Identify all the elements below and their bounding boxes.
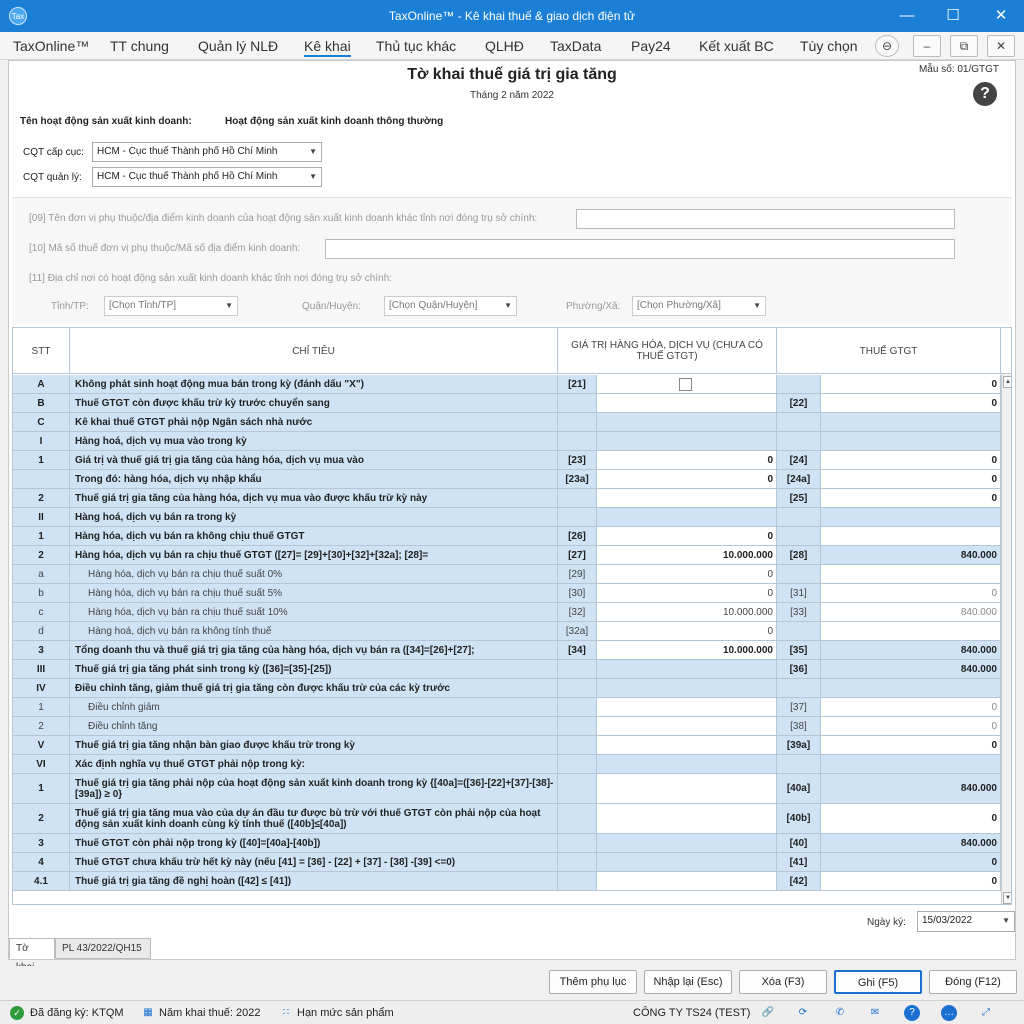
cqt-quan-ly-value: HCM - Cục thuế Thành phố Hồ Chí Minh (97, 171, 278, 182)
row-stt: 2 (13, 717, 70, 735)
table-row (13, 755, 1001, 774)
code-cell (777, 432, 821, 450)
value-input[interactable]: 0 (597, 584, 777, 602)
sign-date-value: 15/03/2022 (922, 915, 973, 926)
menu-tuy-chon[interactable]: Tùy chọn (800, 38, 858, 54)
value-code: [30] (558, 584, 597, 602)
value-input[interactable] (597, 717, 777, 735)
tax-code: [40] (777, 834, 821, 852)
mail-icon[interactable]: ✉ (870, 1007, 880, 1018)
code-cell (558, 508, 597, 526)
row-label: Hàng hóa, dịch vụ bán ra chịu thuế suất 10% (70, 603, 558, 621)
table-row (13, 774, 1001, 804)
form-code: Mẫu số: 01/GTGT (918, 64, 999, 75)
tax-input[interactable]: 0 (821, 394, 1001, 412)
declaration-table (12, 327, 1012, 905)
refresh-link-icon[interactable]: ⟳ (798, 1007, 808, 1018)
tax-input[interactable]: 0 (821, 698, 1001, 716)
link-icon[interactable]: 🔗 (761, 1007, 775, 1018)
child-minimize-icon[interactable]: – (913, 35, 941, 57)
table-row (13, 432, 1001, 451)
tab-pl-43[interactable]: PL 43/2022/QH15 (55, 938, 151, 959)
tax-code (777, 565, 821, 583)
value-input (597, 834, 777, 852)
tax-year-status: Năm khai thuế: 2022 (159, 1007, 261, 1019)
row-stt: III (13, 660, 70, 678)
tax-code: [40b] (777, 804, 821, 833)
value-code (558, 774, 597, 803)
row-stt: 1 (13, 527, 70, 545)
row-label: Điều chỉnh tăng, giảm thuế giá trị gia tăng còn được khấu trừ của các kỳ trước (70, 679, 558, 697)
action-bar (0, 966, 1024, 1000)
value-code: [21] (558, 375, 597, 393)
value-input[interactable]: 0 (597, 451, 777, 469)
table-row (13, 603, 1001, 622)
table-row (13, 834, 1001, 853)
menu-pay24[interactable]: Pay24 (631, 38, 671, 54)
row-label: Giá trị và thuế giá trị gia tăng của hàng hóa, dịch vụ mua vào (70, 451, 558, 469)
value-code: [26] (558, 527, 597, 545)
tax-input[interactable] (821, 622, 1001, 640)
value-input[interactable]: 0 (597, 527, 777, 545)
row-label: Hàng hoá, dịch vụ bán ra trong kỳ (70, 508, 558, 526)
menu-taxdata[interactable]: TaxData (550, 38, 602, 54)
row-label: Trong đó: hàng hóa, dịch vụ nhập khẩu (70, 470, 558, 488)
menu-taxonline[interactable]: TaxOnline™ (13, 38, 90, 54)
value-input[interactable]: 0 (597, 565, 777, 583)
value-input[interactable] (597, 736, 777, 754)
menu-ke-khai[interactable]: Kê khai (304, 38, 351, 57)
chat-icon[interactable]: … (941, 1005, 957, 1021)
row-stt: 1 (13, 451, 70, 469)
row-label: Thuế giá trị gia tăng của hàng hóa, dịch vụ mua vào được khấu trừ kỳ này (70, 489, 558, 507)
cqt-cap-cuc-select[interactable] (92, 142, 322, 162)
table-row (13, 546, 1001, 565)
company-name: CÔNG TY TS24 (TEST) (633, 1007, 751, 1019)
value-cell (597, 508, 777, 526)
row-stt: 2 (13, 546, 70, 564)
row-label: Điều chỉnh tăng (70, 717, 558, 735)
tax-input[interactable]: 0 (821, 872, 1001, 890)
code-cell (777, 679, 821, 697)
tax-input: 840.000 (821, 660, 1001, 678)
value-cell (597, 413, 777, 431)
tax-code (777, 622, 821, 640)
row-label: Điều chỉnh giảm (70, 698, 558, 716)
tax-input[interactable]: 0 (821, 470, 1001, 488)
row-stt: c (13, 603, 70, 621)
grid-icon: ∷ (282, 1007, 290, 1018)
delete-button[interactable]: Xóa (F3) (739, 970, 827, 994)
chevron-down-icon: ▼ (225, 301, 233, 310)
tax-code: [38] (777, 717, 821, 735)
field-10-label: [10] Mã số thuế đơn vị phụ thuộc/Mã số địa điểm kinh doanh: (29, 243, 301, 254)
province-value: [Chọn Tỉnh/TP] (109, 300, 177, 311)
table-scrollbar[interactable] (1001, 374, 1012, 905)
tax-input[interactable] (821, 527, 1001, 545)
value-input[interactable]: 10.000.000 (597, 546, 777, 564)
value-input (597, 660, 777, 678)
value-code (558, 834, 597, 852)
value-input[interactable] (597, 804, 777, 833)
menu-qlhd[interactable]: QLHĐ (485, 38, 524, 54)
table-row (13, 679, 1001, 698)
tax-code: [22] (777, 394, 821, 412)
row-label: Hàng hóa, dịch vụ bán ra chịu thuế suất 5% (70, 584, 558, 602)
row-stt: 2 (13, 804, 70, 833)
row-stt: C (13, 413, 70, 431)
tax-input[interactable] (821, 565, 1001, 583)
tax-code: [25] (777, 489, 821, 507)
row-label: Xác định nghĩa vụ thuế GTGT phải nộp trong kỳ: (70, 755, 558, 773)
row-label: Hàng hóa, dịch vụ bán ra chịu thuế suất 0% (70, 565, 558, 583)
ward-select[interactable] (632, 296, 766, 316)
child-restore-icon[interactable]: ⧉ (950, 35, 978, 57)
table-row (13, 853, 1001, 872)
table-row (13, 641, 1001, 660)
minimize-icon[interactable]: — (899, 7, 915, 24)
chevron-down-icon: ▼ (753, 301, 761, 310)
sign-date-picker[interactable] (917, 911, 1015, 932)
phone-icon[interactable]: ✆ (835, 1007, 845, 1018)
tax-input[interactable]: 0 (821, 489, 1001, 507)
tax-input: 840.000 (821, 641, 1001, 659)
value-input (597, 853, 777, 871)
menu-ket-xuat-bc[interactable]: Kết xuất BC (699, 38, 774, 54)
table-row (13, 527, 1001, 546)
menu-bar (0, 32, 1024, 60)
tax-input[interactable]: 0 (821, 717, 1001, 735)
help-circle-icon[interactable]: ? (904, 1005, 920, 1021)
row-stt: VI (13, 755, 70, 773)
row-label: Hàng hóa, dịch vụ bán ra không chịu thuế GTGT (70, 527, 558, 545)
maximize-icon[interactable]: ☐ (946, 7, 960, 24)
tax-cell (821, 755, 1001, 773)
cqt-quan-ly-select[interactable] (92, 167, 322, 187)
row-stt: b (13, 584, 70, 602)
tax-input: 840.000 (821, 546, 1001, 564)
table-row (13, 375, 1001, 394)
row-stt: 1 (13, 698, 70, 716)
code-cell (777, 755, 821, 773)
row-stt: 2 (13, 489, 70, 507)
value-cell (597, 679, 777, 697)
row-label: Thuế giá trị gia tăng nhận bàn giao được khấu trừ trong kỳ (70, 736, 558, 754)
row-label: Thuế GTGT còn được khấu trừ kỳ trước chuyển sang (70, 394, 558, 412)
row-stt: 4.1 (13, 872, 70, 890)
tax-input[interactable]: 0 (821, 804, 1001, 833)
value-cell (597, 755, 777, 773)
value-input[interactable]: 0 (597, 622, 777, 640)
tax-code: [41] (777, 853, 821, 871)
value-code: [32a] (558, 622, 597, 640)
value-code (558, 394, 597, 412)
value-code (558, 736, 597, 754)
code-cell (558, 432, 597, 450)
row-label: Hàng hoá, dịch vụ mua vào trong kỳ (70, 432, 558, 450)
chevron-down-icon: ▼ (309, 172, 317, 181)
value-code: [34] (558, 641, 597, 659)
row-label: Hàng hóa, dịch vụ bán ra chịu thuế GTGT ([27]= [29]+[30]+[32]+[32a]; [28]= (70, 546, 558, 564)
tax-code: [37] (777, 698, 821, 716)
row-stt: a (13, 565, 70, 583)
reset-button[interactable]: Nhập lại (Esc) (644, 970, 732, 994)
header-thue: THUẾ GTGT (777, 328, 1001, 374)
value-code (558, 853, 597, 871)
collapse-icon[interactable]: ⊖ (875, 35, 899, 57)
status-bar (0, 1000, 1024, 1024)
window-title: TaxOnline™ - Kê khai thuế & giao dịch điện tử (388, 9, 636, 23)
value-input[interactable] (597, 489, 777, 507)
form-title: Tờ khai thuế giá trị gia tăng (407, 66, 617, 83)
cqt-cap-cuc-label: CQT cấp cục: (23, 147, 84, 158)
table-row (13, 470, 1001, 489)
row-label: Tổng doanh thu và thuế giá trị gia tăng của hàng hóa, dịch vụ bán ra ([34]=[26]+[27]; (70, 641, 558, 659)
value-input[interactable] (597, 394, 777, 412)
value-input[interactable]: 0 (597, 470, 777, 488)
row-label: Hàng hoá, dịch vụ bán ra không tính thuế (70, 622, 558, 640)
field-10-input[interactable] (325, 239, 955, 259)
header-chi-tieu: CHỈ TIÊU (70, 328, 558, 374)
tax-input: 0 (821, 853, 1001, 871)
tax-code: [31] (777, 584, 821, 602)
check-icon: ✓ (10, 1006, 24, 1020)
code-cell (558, 413, 597, 431)
menu-thu-tuc-khac[interactable]: Thủ tục khác (376, 38, 457, 54)
menu-tt-chung[interactable]: TT chung (110, 38, 169, 54)
field-09-label: [09] Tên đơn vị phụ thuộc/địa điểm kinh doanh của hoạt động sản xuất kinh doanh khác tỉnh nơi đóng trụ sở chính: (29, 213, 538, 224)
tax-code: [24a] (777, 470, 821, 488)
cqt-quan-ly-label: CQT quản lý: (23, 172, 82, 183)
tax-code (777, 375, 821, 393)
product-limit-status[interactable]: Hạn mức sản phẩm (297, 1007, 394, 1019)
row-label: Thuế giá trị gia tăng đề nghị hoàn ([42] ≤ [41]) (70, 872, 558, 890)
code-cell (558, 755, 597, 773)
value-code (558, 717, 597, 735)
value-code (558, 872, 597, 890)
row-stt: V (13, 736, 70, 754)
row-stt: 3 (13, 641, 70, 659)
help-icon[interactable]: ? (973, 82, 997, 106)
no-activity-checkbox-cell[interactable] (597, 375, 777, 393)
tax-code: [36] (777, 660, 821, 678)
tax-input[interactable]: 0 (821, 736, 1001, 754)
table-row (13, 736, 1001, 755)
district-select[interactable] (384, 296, 517, 316)
field-09-input[interactable] (576, 209, 955, 229)
tax-code (777, 527, 821, 545)
row-stt (13, 470, 70, 488)
chevron-down-icon: ▼ (504, 301, 512, 310)
row-label: Thuế GTGT còn phải nộp trong kỳ ([40]=[40a]-[40b]) (70, 834, 558, 852)
header-stt: STT (13, 328, 70, 374)
fullscreen-icon[interactable]: ⤢ (982, 1007, 990, 1018)
code-cell (558, 679, 597, 697)
tax-code: [40a] (777, 774, 821, 803)
tax-input[interactable]: 0 (821, 584, 1001, 602)
row-stt: 3 (13, 834, 70, 852)
add-appendix-button[interactable]: Thêm phụ lục (549, 970, 637, 994)
value-code: [23] (558, 451, 597, 469)
registered-status: Đã đăng ký: KTQM (30, 1007, 124, 1019)
value-code: [23a] (558, 470, 597, 488)
close-button[interactable]: Đóng (F12) (929, 970, 1017, 994)
header-gia-tri: GIÁ TRỊ HÀNG HÓA, DỊCH VỤ (CHƯA CÓ THUẾ GTGT) (558, 328, 777, 374)
table-row (13, 660, 1001, 679)
table-row (13, 413, 1001, 432)
value-code (558, 698, 597, 716)
value-input[interactable] (597, 698, 777, 716)
code-cell (777, 508, 821, 526)
row-stt: II (13, 508, 70, 526)
field-11-label: [11] Địa chỉ nơi có hoạt động sản xuất kinh doanh khác tỉnh nơi đóng trụ sở chính: (29, 273, 393, 284)
row-label: Thuế giá trị gia tăng mua vào của dự án đầu tư được bù trừ với thuế GTGT còn phải nộp của hoạt động sản xuất kinh doanh cùng kỳ tính thuế ([40b]≤[40a]) (70, 804, 558, 833)
tax-input[interactable]: 0 (821, 451, 1001, 469)
title-bar (0, 0, 1024, 32)
row-stt: d (13, 622, 70, 640)
row-stt: 1 (13, 774, 70, 803)
tax-input[interactable]: 840.000 (821, 603, 1001, 621)
district-label: Quận/Huyện: (302, 301, 361, 312)
row-label: Kê khai thuế GTGT phải nộp Ngân sách nhà nước (70, 413, 558, 431)
tax-code: [33] (777, 603, 821, 621)
row-stt: 4 (13, 853, 70, 871)
ward-value: [Chọn Phường/Xã] (637, 300, 721, 311)
tax-cell (821, 413, 1001, 431)
value-code: [32] (558, 603, 597, 621)
sign-date-label: Ngày ký: (867, 917, 906, 928)
tax-cell (821, 508, 1001, 526)
value-code (558, 489, 597, 507)
district-value: [Chọn Quận/Huyện] (389, 300, 478, 311)
declaration-form (8, 60, 1016, 960)
no-activity-checkbox[interactable] (679, 378, 692, 391)
code-cell (777, 413, 821, 431)
row-label: Thuế giá trị gia tăng phải nộp của hoạt động sản xuất kinh doanh trong kỳ {[40a]=([36]-[22]+[37]-[38]-[39a]) ≥ 0} (70, 774, 558, 803)
tax-code: [28] (777, 546, 821, 564)
tax-cell (821, 432, 1001, 450)
tax-code: [24] (777, 451, 821, 469)
tax-code: [42] (777, 872, 821, 890)
tax-input: 840.000 (821, 774, 1001, 803)
value-code: [29] (558, 565, 597, 583)
form-tabs (8, 938, 1016, 960)
value-cell (597, 432, 777, 450)
tax-input[interactable]: 0 (821, 375, 1001, 393)
scroll-down-icon[interactable]: ▼ (1003, 892, 1012, 904)
table-row (13, 489, 1001, 508)
table-row (13, 698, 1001, 717)
table-row (13, 565, 1001, 584)
province-select[interactable] (104, 296, 238, 316)
activity-label: Tên hoạt động sản xuất kinh doanh: (20, 116, 192, 127)
cqt-cap-cuc-value: HCM - Cục thuế Thành phố Hồ Chí Minh (97, 146, 278, 157)
app-logo-icon: Tax (9, 7, 27, 25)
value-input[interactable]: 10.000.000 (597, 603, 777, 621)
province-label: Tỉnh/TP: (51, 301, 89, 312)
menu-quan-ly-nld[interactable]: Quản lý NLĐ (198, 38, 279, 54)
save-button[interactable]: Ghi (F5) (834, 970, 922, 994)
row-stt: I (13, 432, 70, 450)
value-code (558, 804, 597, 833)
row-label: Không phát sinh hoạt động mua bán trong kỳ (đánh dấu "X") (70, 375, 558, 393)
value-input[interactable] (597, 872, 777, 890)
calendar-icon: ▦ (143, 1007, 153, 1018)
value-code: [27] (558, 546, 597, 564)
table-row (13, 451, 1001, 470)
row-stt: B (13, 394, 70, 412)
table-row (13, 394, 1001, 413)
table-row (13, 622, 1001, 641)
chevron-down-icon: ▼ (1002, 916, 1010, 925)
tab-to-khai[interactable]: Tờ (9, 938, 55, 959)
value-code (558, 660, 597, 678)
table-header (13, 328, 1012, 374)
table-row (13, 508, 1001, 527)
value-input[interactable] (597, 774, 777, 803)
activity-value: Hoạt động sản xuất kinh doanh thông thường (225, 116, 444, 127)
tax-code: [35] (777, 641, 821, 659)
table-row (13, 717, 1001, 736)
close-icon[interactable]: ✕ (994, 7, 1008, 24)
table-row (13, 804, 1001, 834)
chevron-down-icon: ▼ (309, 147, 317, 156)
tax-input: 840.000 (821, 834, 1001, 852)
scroll-up-icon[interactable]: ▲ (1003, 376, 1012, 388)
value-input[interactable]: 10.000.000 (597, 641, 777, 659)
row-label: Thuế GTGT chưa khấu trừ hết kỳ này (nếu [41] = [36] - [22] + [37] - [38] -[39] <=0) (70, 853, 558, 871)
tax-code: [39a] (777, 736, 821, 754)
row-label: Thuế giá trị gia tăng phát sinh trong kỳ ([36]=[35]-[25]) (70, 660, 558, 678)
form-period: Tháng 2 năm 2022 (470, 90, 554, 101)
row-stt: A (13, 375, 70, 393)
ward-label: Phường/Xã: (566, 301, 621, 312)
table-row (13, 584, 1001, 603)
child-close-icon[interactable]: ✕ (987, 35, 1015, 57)
row-stt: IV (13, 679, 70, 697)
tax-cell (821, 679, 1001, 697)
table-row (13, 872, 1001, 891)
